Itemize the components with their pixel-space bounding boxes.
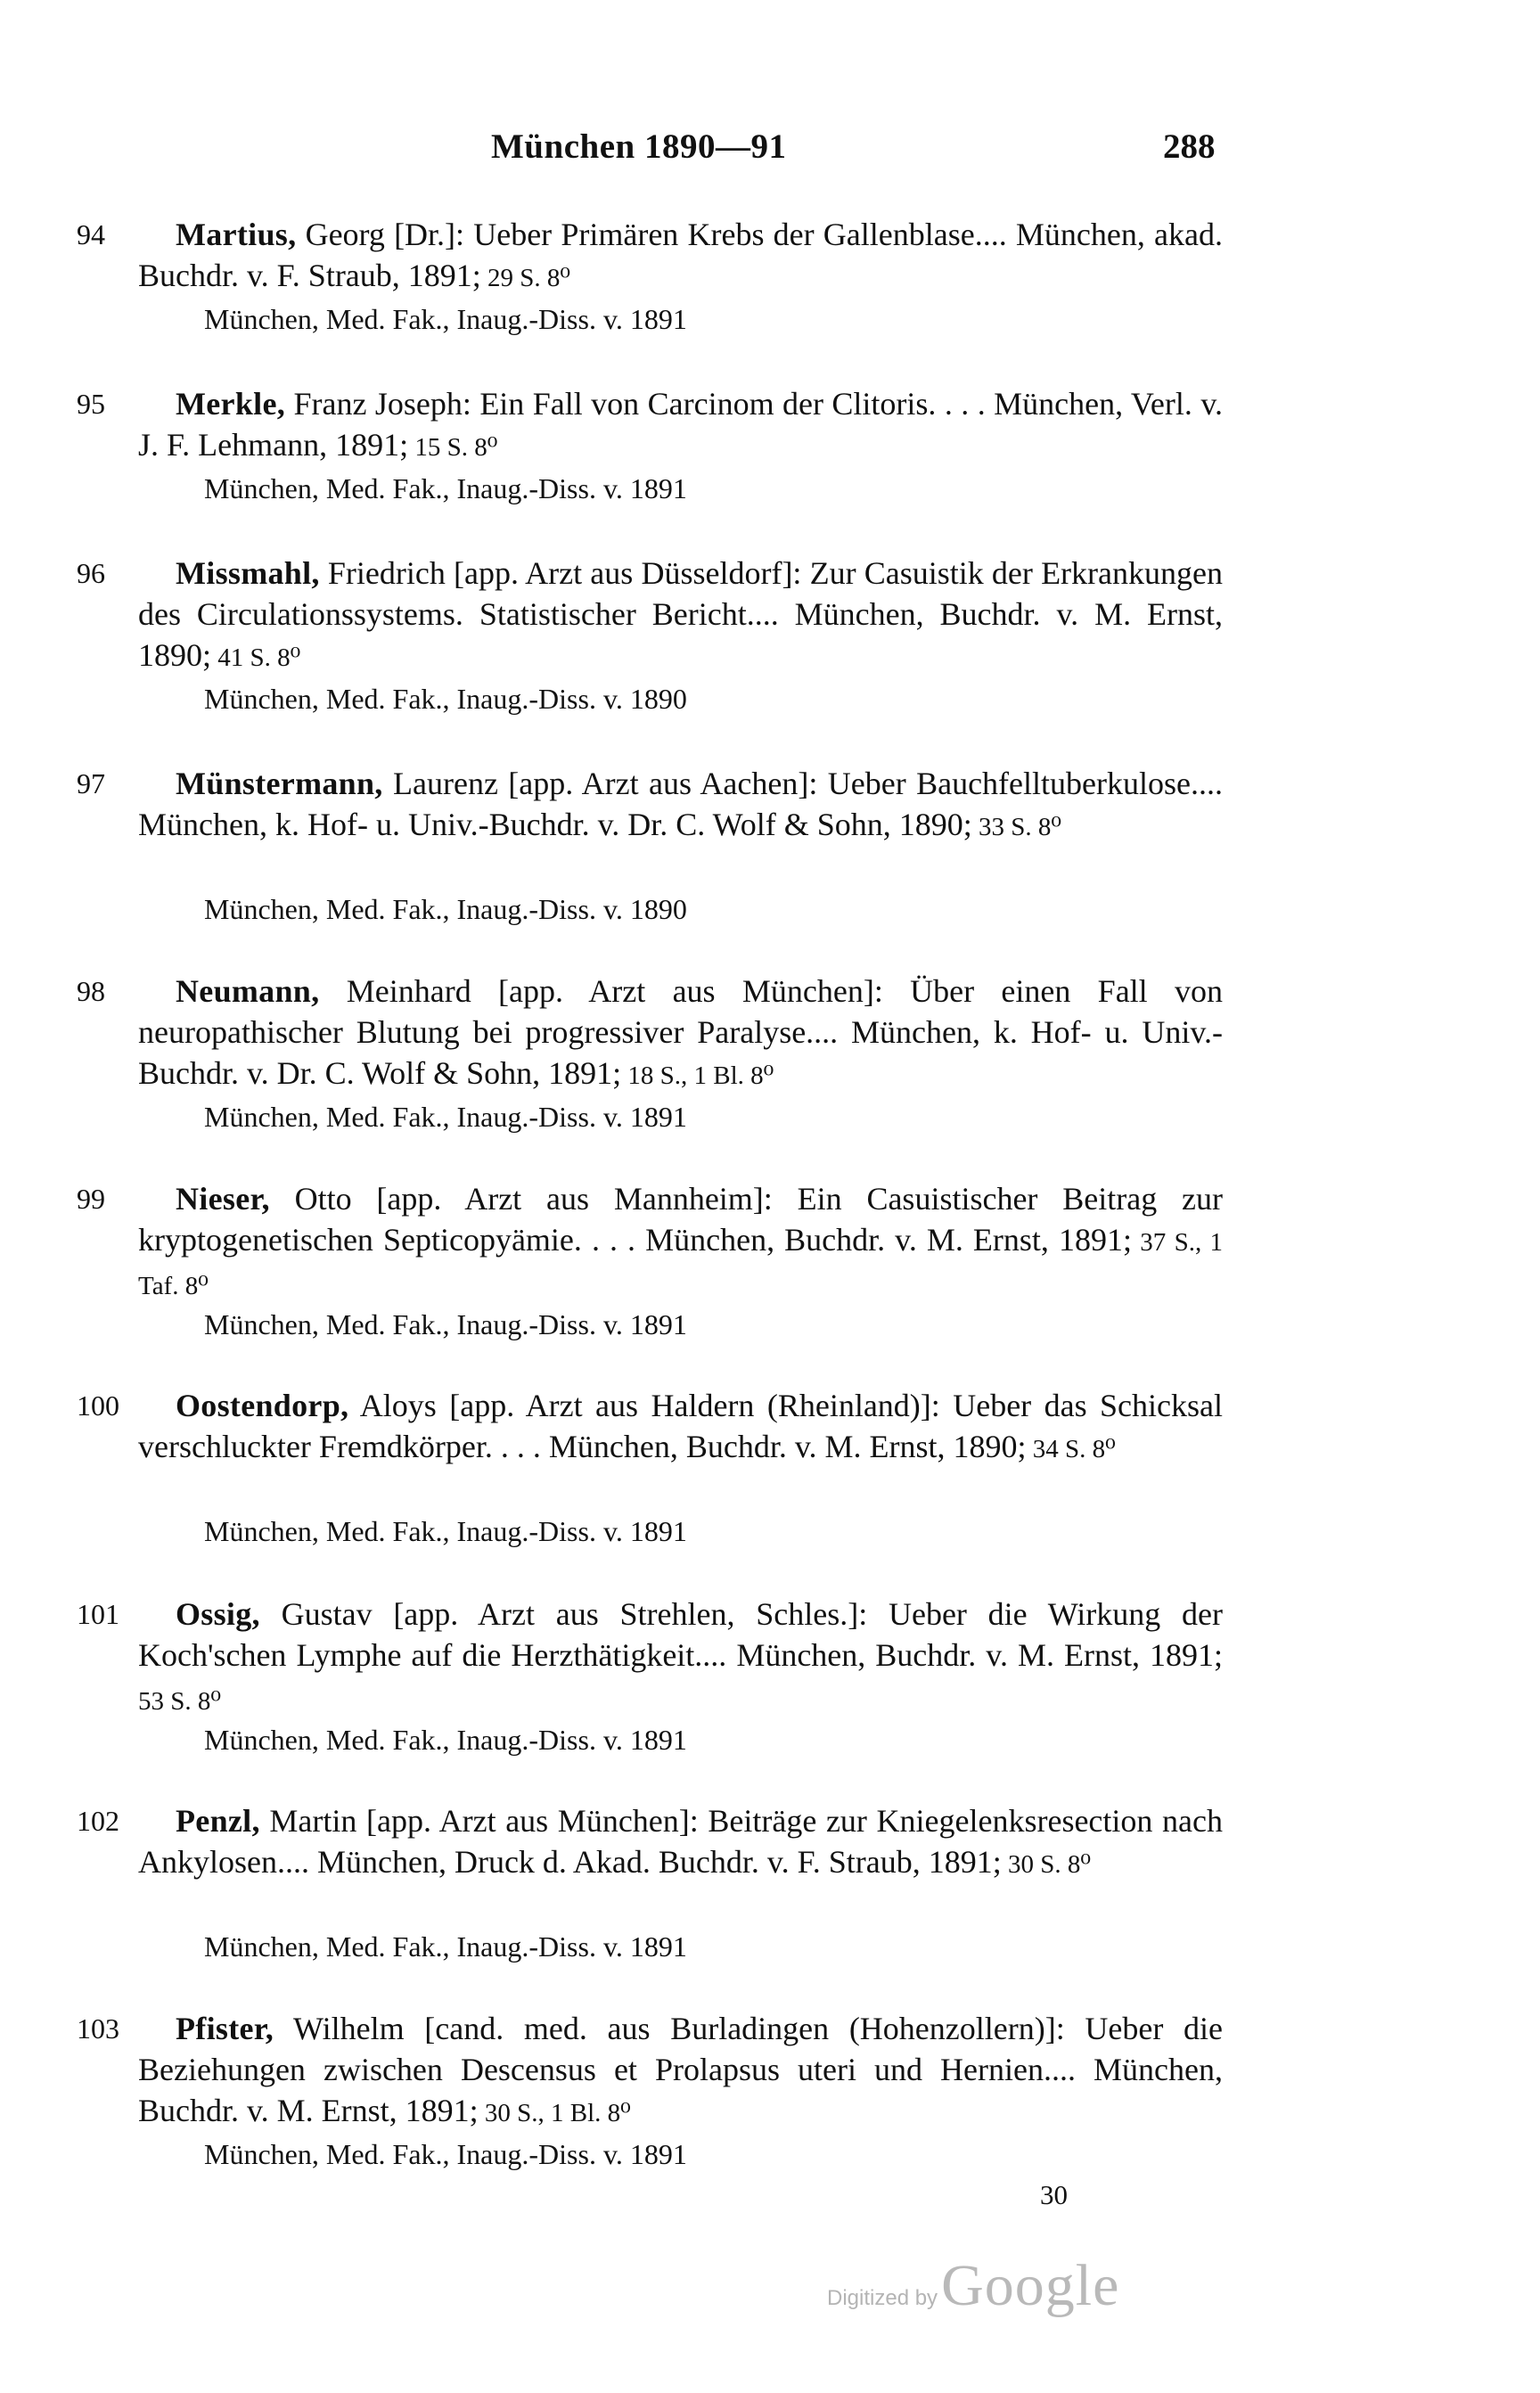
entry-pages: 29 S. 8⁰: [480, 264, 571, 292]
entry-number: 97: [77, 767, 105, 799]
entry-author: Neumann,: [176, 973, 320, 1009]
digitized-label: Digitized by: [827, 2286, 938, 2310]
thesis-note: München, Med. Fak., Inaug.-Diss. v. 1891: [204, 2138, 687, 2170]
entry-citation: [138, 1178, 1223, 1307]
entry-number: 102: [77, 1805, 119, 1837]
entry-number: 100: [77, 1389, 119, 1422]
entry-citation: [138, 2008, 1223, 2134]
signature-mark: 30: [1040, 2179, 1068, 2210]
entry-author: Merkle,: [176, 386, 286, 422]
entry-pages: 30 S., 1 Bl. 8⁰: [478, 2099, 631, 2127]
entry-pages: 37 S., 1 Taf. 8⁰: [138, 1228, 1223, 1300]
thesis-note: München, Med. Fak., Inaug.-Diss. v. 1891: [204, 1308, 687, 1340]
entry-pages: 41 S. 8⁰: [211, 643, 301, 672]
thesis-note: München, Med. Fak., Inaug.-Diss. v. 1891: [204, 472, 687, 504]
entry-number: 103: [77, 2012, 119, 2045]
entry-pages: 18 S., 1 Bl. 8⁰: [621, 1061, 774, 1090]
entry-citation: [138, 971, 1223, 1096]
entry-citation: [138, 553, 1223, 678]
entry-number: 98: [77, 975, 105, 1007]
entry-number: 99: [77, 1183, 105, 1215]
entry-pages: 33 S. 8⁰: [971, 813, 1061, 841]
entry-citation: [138, 383, 1223, 468]
entry-citation: [138, 1800, 1223, 1885]
entry-body: Georg [Dr.]: Ueber Primären Krebs der Gallenblase.... München, akad. Buchdr. v. F. Straub, 1891;: [138, 217, 1223, 293]
entry-body: Franz Joseph: Ein Fall von Carcinom der Clitoris. . . . München, Verl. v. J. F. Lehmann, 1891;: [138, 386, 1223, 463]
entry-author: Martius,: [176, 217, 297, 252]
entry-body: Wilhelm [cand. med. aus Burladingen (Hohenzollern)]: Ueber die Beziehungen zwischen Descensus et Prolapsus uteri und Hernien.... München, Buchdr. v. M. Ernst, 1891;: [138, 2011, 1223, 2128]
entry-body: Otto [app. Arzt aus Mannheim]: Ein Casuistischer Beitrag zur kryptogenetischen Septicopyämie. . . . München, Buchdr. v. M. Ernst, 1891;: [138, 1181, 1223, 1258]
thesis-note: München, Med. Fak., Inaug.-Diss. v. 1890: [204, 683, 687, 715]
entry-author: Penzl,: [176, 1803, 260, 1839]
entry-number: 95: [77, 388, 105, 420]
entry-body: Aloys [app. Arzt aus Haldern (Rheinland)]: Ueber das Schicksal verschluckter Fremdkörper. . . . München, Buchdr. v. M. Ernst, 1890;: [138, 1388, 1223, 1464]
entry-body: Meinhard [app. Arzt aus München]: Über einen Fall von neuropathischer Blutung bei progressiver Paralyse.... München, k. Hof- u. Univ.-Buchdr. v. Dr. C. Wolf & Sohn, 1891;: [138, 973, 1223, 1091]
thesis-note: München, Med. Fak., Inaug.-Diss. v. 1891: [204, 1930, 687, 1963]
entry-number: 96: [77, 557, 105, 589]
entry-author: Münstermann,: [176, 766, 383, 801]
thesis-note: München, Med. Fak., Inaug.-Diss. v. 1891: [204, 303, 687, 335]
entry-author: Pfister,: [176, 2011, 274, 2046]
entry-author: Oostendorp,: [176, 1388, 349, 1423]
entry-body: Martin [app. Arzt aus München]: Beiträge zur Kniegelenksresection nach Ankylosen.... München, Druck d. Akad. Buchdr. v. F. Straub, 1891;: [138, 1803, 1223, 1880]
thesis-note: München, Med. Fak., Inaug.-Diss. v. 1891: [204, 1515, 687, 1547]
entry-pages: 15 S. 8⁰: [408, 433, 498, 462]
digitized-watermark: [827, 2252, 1119, 2323]
entry-author: Ossig,: [176, 1596, 260, 1632]
entry-citation: [138, 1385, 1223, 1470]
entry-body: Friedrich [app. Arzt aus Düsseldorf]: Zur Casuistik der Erkrankungen des Circulationssystems. Statistischer Bericht.... München, Buchdr. v. M. Ernst, 1890;: [138, 555, 1223, 673]
entry-body: Gustav [app. Arzt aus Strehlen, Schles.]: Ueber die Wirkung der Koch'schen Lymphe auf die Herzthätigkeit.... München, Buchdr. v. M. Ernst, 1891;: [138, 1596, 1223, 1673]
entry-pages: 34 S. 8⁰: [1026, 1435, 1116, 1463]
entry-pages: 53 S. 8⁰: [138, 1687, 222, 1716]
entry-citation: [138, 763, 1223, 848]
entry-citation: [138, 214, 1223, 299]
entry-citation: [138, 1594, 1223, 1722]
page-header: [0, 127, 1540, 180]
entry-author: Nieser,: [176, 1181, 270, 1217]
entry-author: Missmahl,: [176, 555, 320, 591]
entry-number: 101: [77, 1598, 119, 1630]
thesis-note: München, Med. Fak., Inaug.-Diss. v. 1890: [204, 893, 687, 925]
entry-number: 94: [77, 218, 105, 250]
entry-body: Laurenz [app. Arzt aus Aachen]: Ueber Bauchfelltuberkulose.... München, k. Hof- u. Univ.-Buchdr. v. Dr. C. Wolf & Sohn, 1890;: [138, 766, 1223, 842]
running-title: München 1890—91: [491, 127, 787, 166]
google-logo: Google: [941, 2253, 1120, 2318]
page-number: 288: [1163, 127, 1216, 166]
thesis-note: München, Med. Fak., Inaug.-Diss. v. 1891: [204, 1724, 687, 1756]
thesis-note: München, Med. Fak., Inaug.-Diss. v. 1891: [204, 1101, 687, 1133]
entry-pages: 30 S. 8⁰: [1001, 1850, 1091, 1879]
